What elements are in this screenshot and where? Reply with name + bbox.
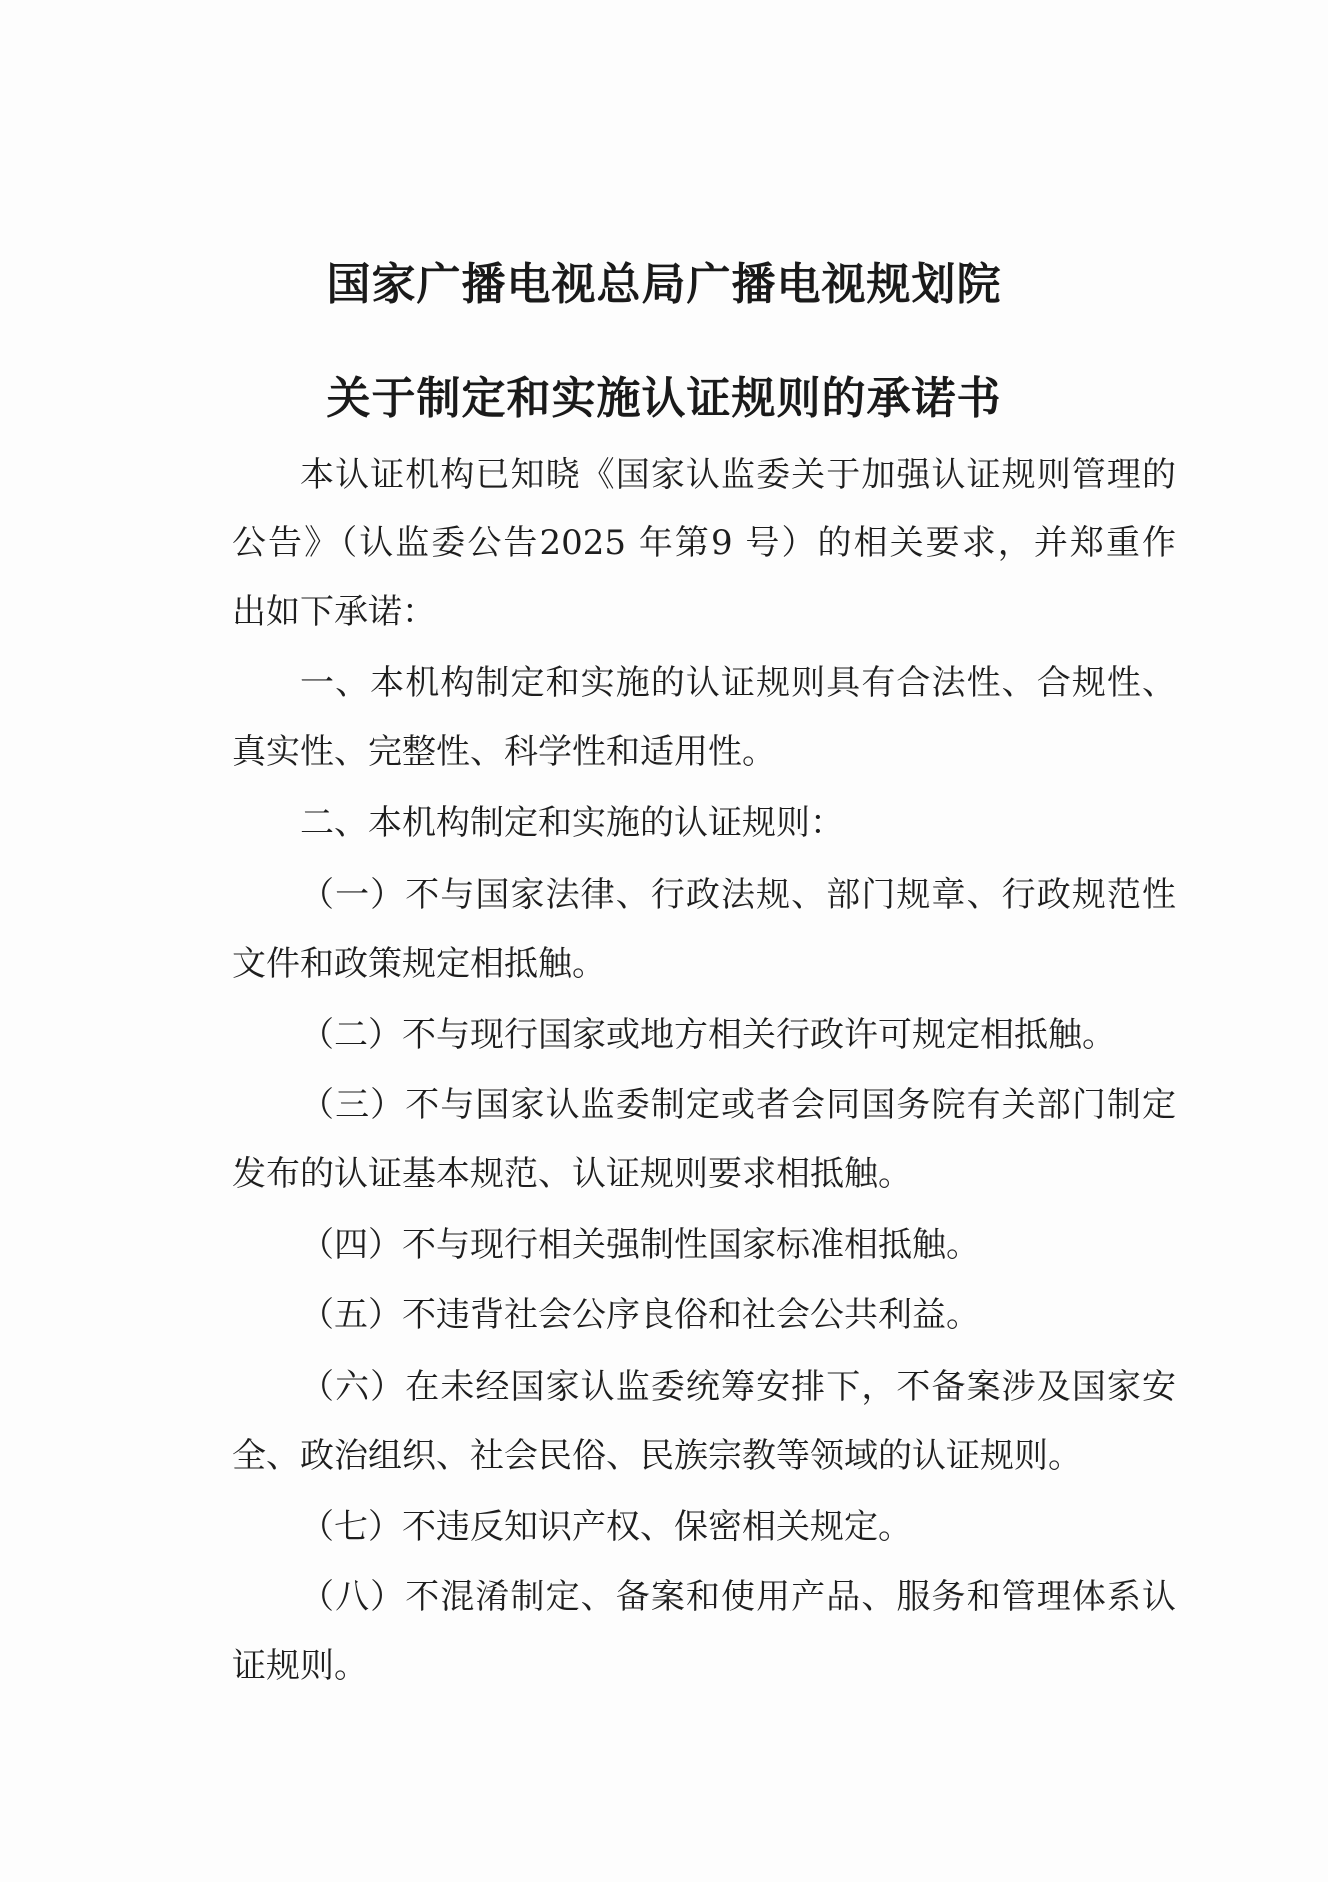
sub-item-3-line-1: （三）不与国家认监委制定或者会同国务院有关部门制定 xyxy=(300,1085,1176,1125)
intro-paragraph-line-2: 公告》（认监委公告2025 年第9 号）的相关要求，并郑重作 xyxy=(232,523,1176,563)
sub-item-7: （七）不违反知识产权、保密相关规定。 xyxy=(300,1507,912,1547)
commitment-1-line-1: 一、本机构制定和实施的认证规则具有合法性、合规性、 xyxy=(300,663,1176,703)
sub-item-6-line-2: 全、政治组织、社会民俗、民族宗教等领域的认证规则。 xyxy=(232,1436,1082,1476)
intro-paragraph-line-3: 出如下承诺： xyxy=(232,592,436,632)
sub-item-3-line-2: 发布的认证基本规范、认证规则要求相抵触。 xyxy=(232,1154,912,1194)
document-title-line-1: 国家广播电视总局广播电视规划院 xyxy=(326,259,1002,310)
sub-item-2: （二）不与现行国家或地方相关行政许可规定相抵触。 xyxy=(300,1015,1116,1055)
sub-item-6-line-1: （六）在未经国家认监委统筹安排下，不备案涉及国家安 xyxy=(300,1367,1176,1407)
sub-item-5: （五）不违背社会公序良俗和社会公共利益。 xyxy=(300,1295,980,1335)
sub-item-1-line-2: 文件和政策规定相抵触。 xyxy=(232,944,606,984)
sub-item-8-line-2: 证规则。 xyxy=(232,1646,368,1686)
commitment-1-line-2: 真实性、完整性、科学性和适用性。 xyxy=(232,732,776,772)
sub-item-4: （四）不与现行相关强制性国家标准相抵触。 xyxy=(300,1225,980,1265)
intro-paragraph-line-1: 本认证机构已知晓《国家认监委关于加强认证规则管理的 xyxy=(300,455,1176,495)
document-title-line-2: 关于制定和实施认证规则的承诺书 xyxy=(326,373,1002,424)
sub-item-8-line-1: （八）不混淆制定、备案和使用产品、服务和管理体系认 xyxy=(300,1577,1176,1617)
commitment-2-heading: 二、本机构制定和实施的认证规则： xyxy=(300,803,844,843)
sub-item-1-line-1: （一）不与国家法律、行政法规、部门规章、行政规范性 xyxy=(300,875,1176,915)
